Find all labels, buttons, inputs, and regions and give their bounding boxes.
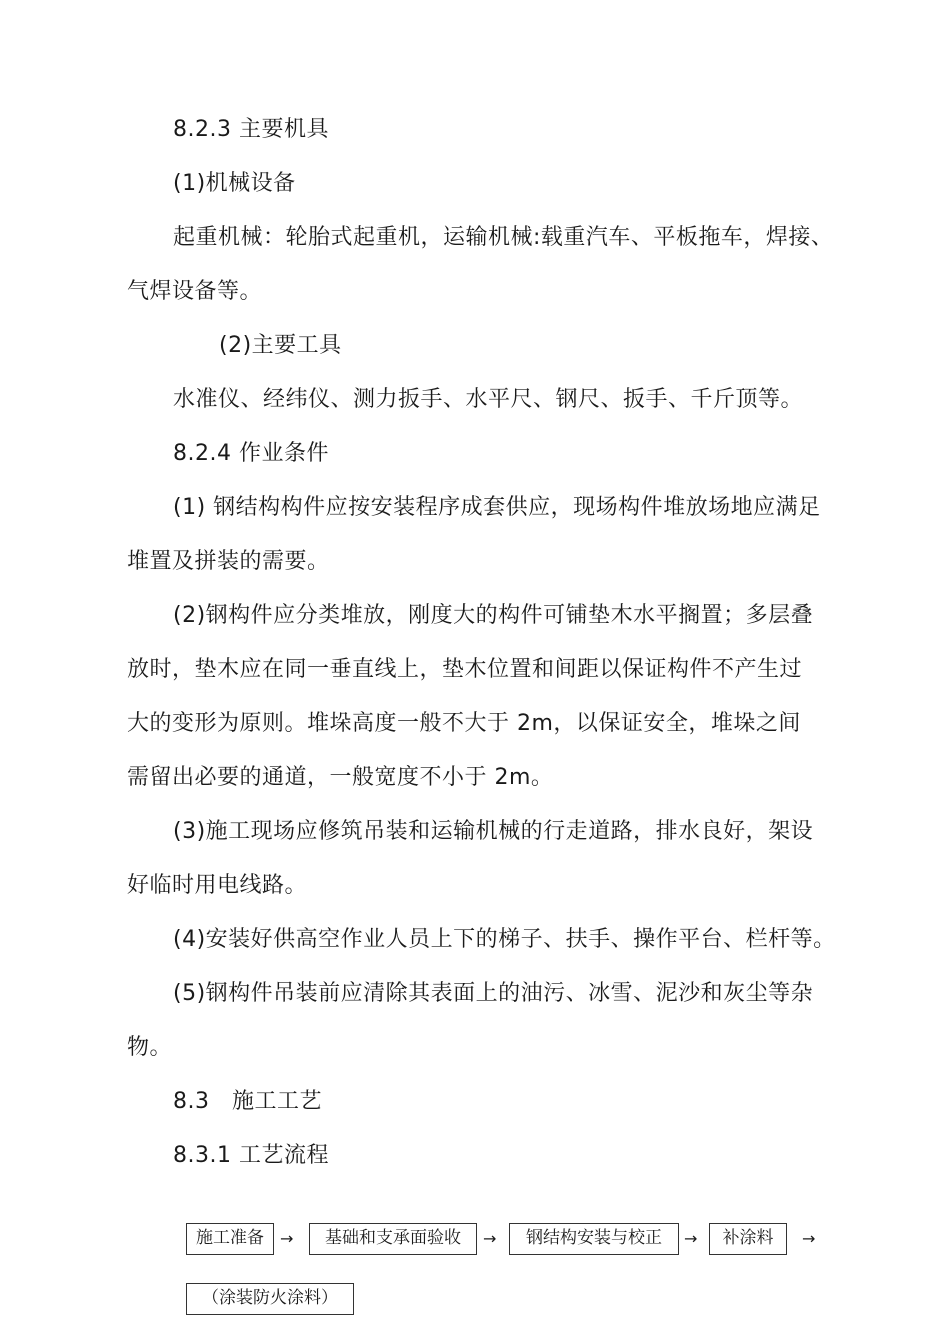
condition-1-line-1: (1) 钢结构构件应按安装程序成套供应，现场构件堆放场地应满足 [173,495,821,520]
item-machinery-heading: (1)机械设备 [173,171,296,196]
machinery-text-line-2: 气焊设备等。 [127,279,263,304]
condition-2-line-4: 需留出必要的通道，一般宽度不小于 2m。 [127,765,554,790]
flow-arrow-icon: → [483,1229,497,1248]
condition-5-line-1: (5)钢构件吊装前应清除其表面上的油污、冰雪、泥沙和灰尘等杂 [173,981,814,1006]
condition-5-line-2: 物。 [127,1035,173,1060]
flow-step-steel-installation: 钢结构安装与校正 [509,1223,679,1255]
flow-arrow-icon: → [684,1229,698,1248]
machinery-text-line-1: 起重机械：轮胎式起重机，运输机械:载重汽车、平板拖车，焊接、 [173,225,834,250]
flow-step-fireproof-coating: （涂装防火涂料） [186,1283,354,1315]
flow-step-foundation-acceptance: 基础和支承面验收 [309,1223,477,1255]
condition-4: (4)安装好供高空作业人员上下的梯子、扶手、操作平台、栏杆等。 [173,927,836,952]
condition-2-line-3: 大的变形为原则。堆垛高度一般不大于 2m，以保证安全，堆垛之间 [127,711,801,736]
condition-2-line-2: 放时，垫木应在同一垂直线上，垫木位置和间距以保证构件不产生过 [127,657,803,682]
condition-3-line-1: (3)施工现场应修筑吊装和运输机械的行走道路，排水良好，架设 [173,819,814,844]
flow-step-preparation: 施工准备 [186,1223,274,1255]
condition-2-line-1: (2)钢构件应分类堆放，刚度大的构件可铺垫木水平搁置；多层叠 [173,603,814,628]
item-tools-heading: (2)主要工具 [219,333,342,358]
section-heading-8-3-1: 8.3.1 工艺流程 [173,1143,329,1168]
section-heading-8-2-3: 8.2.3 主要机具 [173,117,329,142]
tools-text: 水准仪、经纬仪、测力扳手、水平尺、钢尺、扳手、千斤顶等。 [173,387,804,412]
flow-step-touch-up-coating: 补涂料 [709,1223,787,1255]
condition-1-line-2: 堆置及拼装的需要。 [127,549,330,574]
flow-arrow-icon: → [802,1229,816,1248]
section-heading-8-2-4: 8.2.4 作业条件 [173,441,329,466]
section-heading-8-3: 8.3 施工工艺 [173,1089,322,1114]
flow-arrow-icon: → [280,1229,294,1248]
condition-3-line-2: 好临时用电线路。 [127,873,308,898]
